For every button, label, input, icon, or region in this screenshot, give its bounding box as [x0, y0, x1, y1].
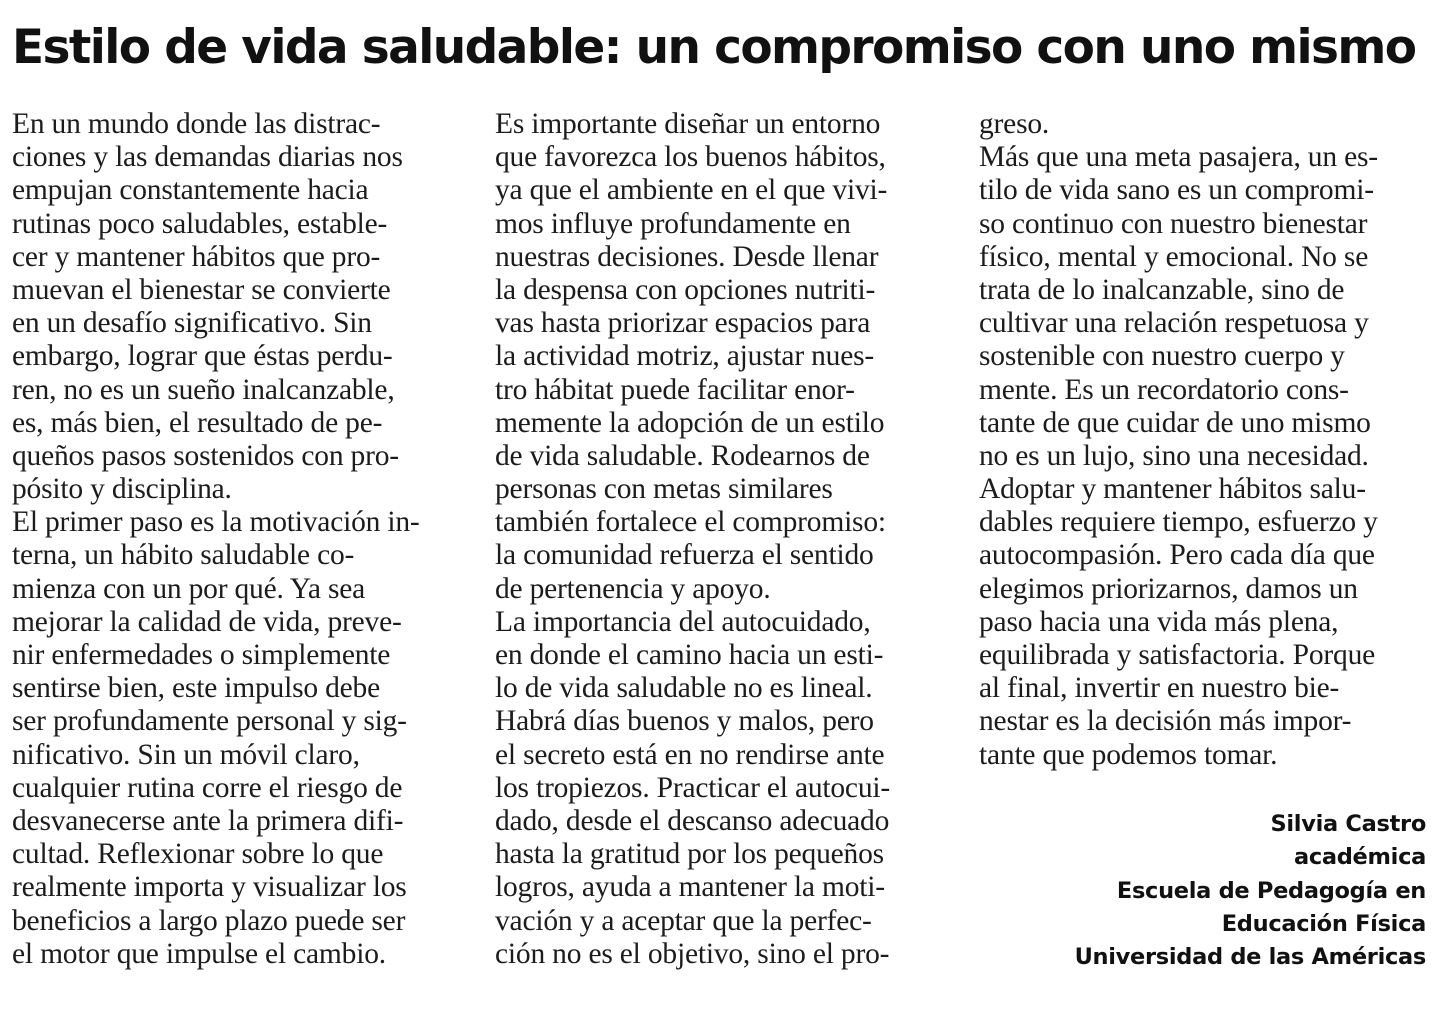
text-line: la comunidad refuerza el sentido — [495, 539, 874, 572]
article-column-3 — [979, 108, 1434, 772]
author-university: Universidad de las Américas — [1074, 944, 1426, 971]
text-line: ción no es el objetivo, sino el pro- — [495, 937, 890, 970]
text-line: físico, mental y emocional. No se — [979, 240, 1369, 273]
text-line: en un desafío significativo. Sin — [12, 307, 372, 340]
author-signature — [1075, 808, 1426, 974]
text-line: Habrá días buenos y malos, pero — [495, 705, 874, 738]
text-line: que favorezca los buenos hábitos, — [495, 141, 886, 174]
text-line: sostenible con nuestro cuerpo y — [979, 340, 1345, 373]
text-line: la actividad motriz, ajustar nues- — [495, 340, 875, 373]
text-line: beneficios a largo plazo puede ser — [12, 904, 406, 937]
text-line: so continuo con nuestro bienestar — [979, 207, 1368, 240]
text-line: En un mundo donde las distrac- — [12, 108, 381, 140]
text-line: en donde el camino hacia un esti- — [495, 639, 884, 671]
text-line: elegimos priorizarnos, damos un — [979, 572, 1358, 605]
text-line: es, más bien, el resultado de pe- — [12, 406, 383, 439]
text-line: queños pasos sostenidos con pro- — [12, 439, 399, 472]
text-line: cualquier rutina corre el riesgo de — [12, 771, 403, 804]
author-name: Silvia Castro — [1270, 811, 1426, 837]
text-line: vación y a aceptar que la perfec- — [495, 904, 872, 937]
article-column-1 — [12, 108, 467, 971]
text-line: realmente importa y visualizar los — [12, 871, 407, 904]
text-line: mienza con un por qué. Ya sea — [12, 572, 366, 605]
text-line: empujan constantemente hacia — [12, 174, 369, 207]
text-line: dables requiere tiempo, esfuerzo y — [979, 506, 1378, 539]
text-line: autocompasión. Pero cada día que — [979, 539, 1375, 572]
text-line: ser profundamente personal y sig- — [12, 705, 407, 738]
text-line: lo de vida saludable no es lineal. — [495, 672, 873, 705]
author-role: académica — [1293, 844, 1426, 871]
text-line: nestar es la decisión más impor- — [979, 705, 1352, 738]
author-department-line-2: Educación Física — [1221, 910, 1426, 937]
text-line: mos influye profundamente en — [495, 207, 851, 240]
text-line: mejorar la calidad de vida, preve- — [12, 605, 402, 638]
text-line: nuestras decisiones. Desde llenar — [495, 240, 879, 273]
text-line: vas hasta priorizar espacios para — [495, 307, 871, 340]
text-line: terna, un hábito saludable co- — [12, 539, 355, 572]
text-line: equilibrada y satisfactoria. Porque — [979, 639, 1376, 671]
article-headline: Estilo de vida saludable: un compromiso con uno mismo — [12, 20, 1416, 75]
text-line: paso hacia una vida más plena, — [979, 605, 1339, 638]
text-line: El primer paso es la motivación in- — [12, 506, 420, 539]
author-department-line-1: Escuela de Pedagogía en — [1116, 877, 1426, 904]
text-line: no es un lujo, sino una necesidad. — [979, 439, 1369, 472]
text-line: ciones y las demandas diarias nos — [12, 141, 403, 174]
text-line: también fortalece el compromiso: — [495, 506, 886, 539]
text-line: dado, desde el descanso adecuado — [495, 804, 890, 837]
text-line: mente. Es un recordatorio cons- — [979, 373, 1349, 406]
text-line: los tropiezos. Practicar el autocui- — [495, 771, 890, 804]
text-line: ren, no es un sueño inalcanzable, — [12, 373, 395, 406]
text-line: tilo de vida sano es un compromi- — [979, 174, 1374, 207]
text-line: cultad. Reflexionar sobre lo que — [12, 838, 384, 871]
text-line: la despensa con opciones nutriti- — [495, 273, 876, 306]
text-line: rutinas poco saludables, estable- — [12, 207, 388, 240]
text-line: muevan el bienestar se convierte — [12, 273, 391, 306]
text-line: tro hábitat puede facilitar enor- — [495, 373, 855, 406]
text-line: memente la adopción de un estilo — [495, 406, 885, 439]
text-line: greso. — [979, 108, 1050, 140]
text-line: cultivar una relación respetuosa y — [979, 307, 1369, 340]
text-line: sentirse bien, este impulso debe — [12, 672, 380, 705]
text-line: el secreto está en no rendirse ante — [495, 738, 885, 771]
text-line: La importancia del autocuidado, — [495, 605, 871, 638]
text-line: pósito y disciplina. — [12, 473, 232, 506]
text-line: al final, invertir en nuestro bie- — [979, 672, 1340, 705]
text-line: trata de lo inalcanzable, sino de — [979, 273, 1345, 306]
text-line: nir enfermedades o simplemente — [12, 639, 391, 671]
text-line: hasta la gratitud por los pequeños — [495, 838, 884, 871]
text-line: Adoptar y mantener hábitos salu- — [979, 473, 1366, 506]
text-line: cer y mantener hábitos que pro- — [12, 240, 381, 273]
text-line: ya que el ambiente en el que vivi- — [495, 174, 888, 207]
text-line: logros, ayuda a mantener la moti- — [495, 871, 885, 904]
text-line: tante que podemos tomar. — [979, 738, 1278, 771]
text-line: el motor que impulse el cambio. — [12, 937, 386, 970]
article-column-2 — [495, 108, 950, 971]
text-line: Es importante diseñar un entorno — [495, 108, 881, 140]
text-line: tante de que cuidar de uno mismo — [979, 406, 1371, 439]
text-line: desvanecerse ante la primera difi- — [12, 804, 404, 837]
text-line: Más que una meta pasajera, un es- — [979, 141, 1378, 174]
text-line: embargo, lograr que éstas perdu- — [12, 340, 393, 373]
text-line: nificativo. Sin un móvil claro, — [12, 738, 360, 771]
text-line: de pertenencia y apoyo. — [495, 572, 771, 605]
text-line: personas con metas similares — [495, 473, 833, 506]
text-line: de vida saludable. Rodearnos de — [495, 439, 870, 472]
